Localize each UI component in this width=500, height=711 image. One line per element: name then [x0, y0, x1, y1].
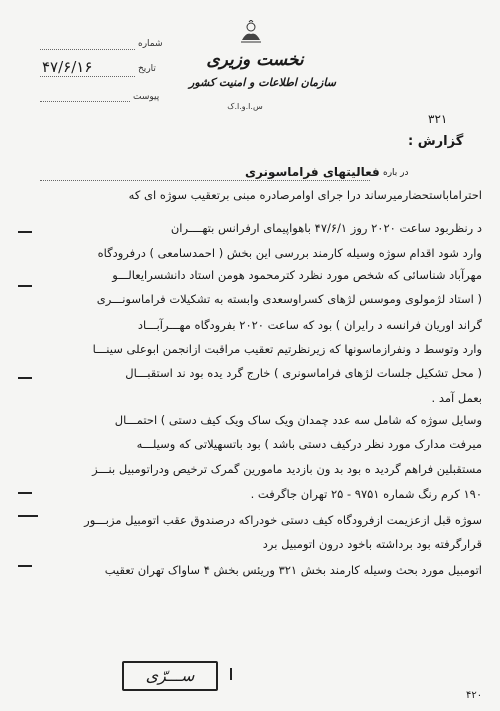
margin-dash: [18, 231, 32, 233]
body-line: اتومبیل مورد بحث وسیله کارمند بخش ۳۲۱ وریئس بخش ۴ ساواک تهران تعقیب: [104, 563, 482, 577]
body-line: د رنظربود ساعت ۲۰۲۰ روز ۴۷/۶/۱ باهواپیمای ارفرانس بتهــــران: [170, 221, 482, 235]
body-line: بعمل آمد .: [431, 391, 482, 405]
org-title: نخست وزیری: [206, 50, 304, 70]
org-code: س.ا.و.ا.ک: [227, 102, 263, 111]
body-line: گراند اوریان فرانسه د رایران ) بود که ساعت ۲۰۲۰ بفرودگاه مهـــرآبـــاد: [137, 318, 482, 332]
body-line: مستقبلین فراهم گردید ه بود بد ون بازدید مامورین گمرک ترخیص ودراتومبیل بنـــز: [92, 462, 482, 476]
date-field: [40, 76, 135, 77]
subject-label: در باره: [383, 168, 409, 178]
body-line: میرفت مدارک مورد نظر درکیف دستی باشد ) بود باتسهیلاتی که وسیلـــه: [136, 437, 482, 451]
subject-underline: [40, 180, 370, 181]
number-field: [40, 49, 135, 50]
secret-stamp-text: ســـرّی: [145, 666, 195, 685]
body-line: ( استاد لژمولوی وموسس لژهای کسراوسعدی وابسته به تشکیلات فراماسونـــری: [96, 292, 482, 306]
margin-dash: [18, 492, 32, 494]
date-label: تاریخ: [138, 64, 156, 74]
number-label: شماره: [138, 39, 163, 49]
body-line: مهرآباد شناسائی که شخص مورد نظرد کترمحمود هومن استاد دانشسرایعالـــو: [112, 268, 482, 282]
report-label: گزارش :: [408, 134, 464, 149]
margin-dash: [18, 515, 38, 517]
body-line: ۱۹۰ کرم رنگ شماره ۹۷۵۱ - ۲۵ تهران جاگرفت .: [250, 487, 482, 501]
attachment-label: پیوست: [133, 92, 160, 102]
margin-dash: [18, 565, 32, 567]
subject-value: فعالیتهای فراماسونری: [245, 165, 380, 179]
page-code: ۴۲۰: [466, 690, 483, 701]
body-line: ( محل تشکیل جلسات لژهای فراماسونری ) خارج گرد یده بود ند استقبـــال: [125, 366, 482, 380]
stamp-mark: [230, 668, 242, 680]
body-line: وسایل سوژه که شامل سه عدد چمدان ویک ساک ویک کیف دستی ) احتمـــال: [114, 413, 482, 427]
org-subtitle: سازمان اطلاعات و امنیت کشور: [189, 76, 336, 89]
ref-number: ۳۲۱: [428, 112, 448, 126]
attachment-field: [40, 101, 130, 102]
body-line: وارد شود اقدام سوژه وسیله کارمند بررسی این بخش ( احمدسامعی ) درفرودگاه: [97, 246, 482, 260]
margin-dash: [18, 285, 32, 287]
emblem-icon: [238, 20, 264, 44]
body-line: سوژه قبل ازعزیمت ازفرودگاه کیف دستی خودراکه درصندوق عقب اتومبیل مزبـــور: [84, 513, 482, 527]
secret-stamp: [122, 661, 218, 691]
body-line: قرارگرفته بود برداشته باخود درون اتومبیل برد: [262, 537, 482, 551]
body-line: وارد وتوسط د ونفرازماسونها که زیرنظرتیم تعقیب مراقبت ازانجمن ابوعلی سینـــا: [92, 342, 482, 356]
margin-dash: [18, 377, 32, 379]
date-value: ۴۷/۶/۱۶: [42, 58, 93, 76]
body-line: احتراماباستحضارمیرساند درا جرای اوامرصادره مبنی برتعقیب سوژه ای که: [128, 188, 482, 202]
